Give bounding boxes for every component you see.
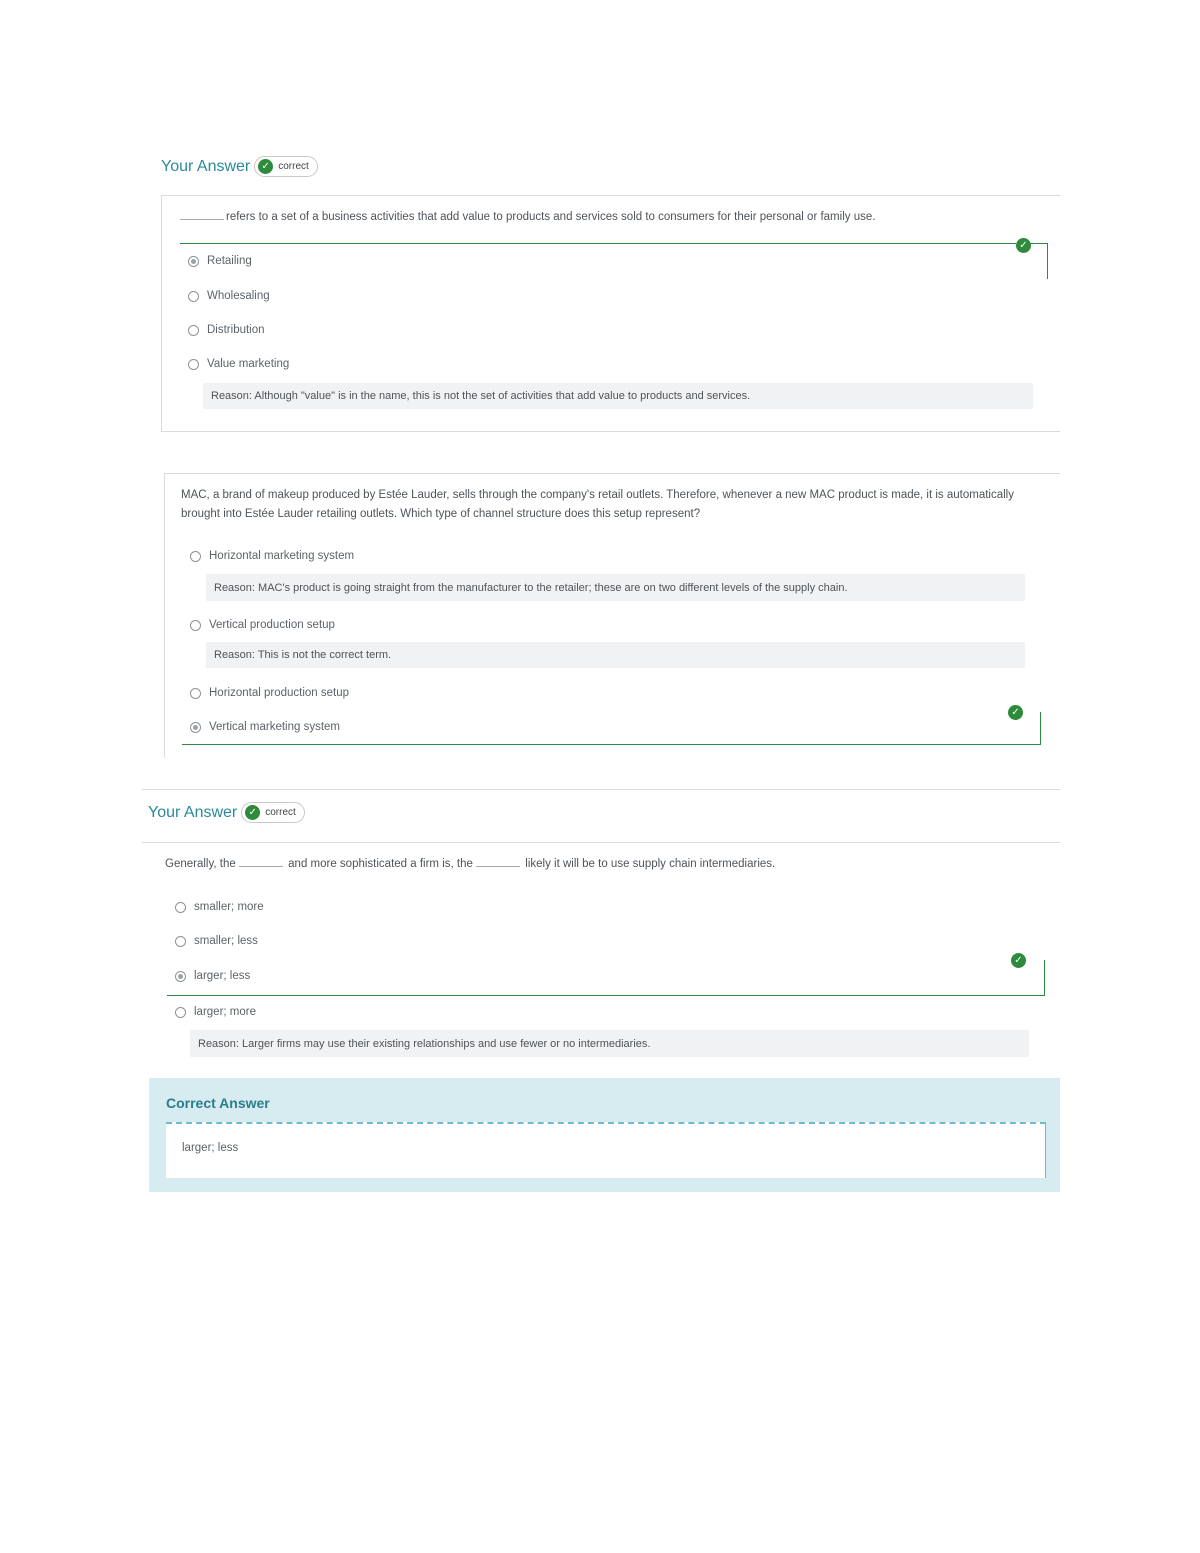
q2-reason-2-text: Reason: This is not the correct term.: [214, 649, 392, 661]
q3-blank-1: [239, 866, 283, 867]
q3-question-part1: Generally, the: [165, 858, 236, 870]
check-circle-icon: ✓: [1016, 238, 1031, 253]
q1-badge-label: correct: [278, 161, 309, 172]
q1-reason: [203, 383, 1033, 409]
correct-answer-box: [166, 1122, 1046, 1178]
q1-correct-badge: [254, 156, 318, 177]
q2-option-3[interactable]: [190, 687, 349, 699]
q1-blank: [180, 219, 224, 220]
check-circle-icon: ✓: [258, 159, 273, 174]
q1-selected-vert: [1047, 243, 1048, 279]
q2-selected-line: [182, 744, 1041, 745]
radio-icon[interactable]: [188, 359, 199, 370]
q1-question: [180, 208, 1040, 227]
q1-question-text: refers to a set of a business activities that add value to products and services sold to consumers for their personal or family use.: [226, 211, 876, 223]
q2-reason-2: [206, 642, 1025, 668]
q2-option-1-label: Horizontal marketing system: [209, 550, 355, 562]
radio-selected-icon[interactable]: [188, 256, 199, 267]
q1-option-3-label: Distribution: [207, 324, 265, 336]
radio-icon[interactable]: [175, 1007, 186, 1018]
q3-option-2-label: smaller; less: [194, 935, 258, 947]
q2-option-3-label: Horizontal production setup: [209, 687, 349, 699]
q3-badge-label: correct: [265, 807, 296, 818]
q3-option-1-label: smaller; more: [194, 901, 264, 913]
q2-option-4-label: Vertical marketing system: [209, 721, 341, 733]
q3-option-3-label: larger; less: [194, 970, 251, 982]
q3-heading-divider: [142, 842, 1060, 843]
q3-option-2[interactable]: [175, 935, 258, 947]
q2-reason-1: [206, 574, 1025, 601]
q3-question: [165, 855, 1045, 874]
q2-option-2-label: Vertical production setup: [209, 619, 335, 631]
q3-heading: [148, 802, 305, 823]
correct-answer-heading: Correct Answer: [166, 1095, 270, 1111]
q2-selected-vert: [1040, 712, 1041, 745]
q1-selected-line-end: [1030, 243, 1048, 244]
radio-selected-icon[interactable]: [190, 722, 201, 733]
radio-icon[interactable]: [190, 620, 201, 631]
q1-option-1[interactable]: [188, 255, 252, 267]
radio-icon[interactable]: [190, 688, 201, 699]
q2-reason-1-text: Reason: MAC's product is going straight from the manufacturer to the retailer; these are on two different levels of the supply chain.: [214, 581, 848, 594]
q1-option-2-label: Wholesaling: [207, 290, 270, 302]
q3-heading-label: Your Answer: [148, 803, 238, 821]
q1-option-1-label: Retailing: [207, 255, 252, 267]
q3-option-4[interactable]: [175, 1006, 256, 1018]
correct-answer-value: larger; less: [182, 1142, 239, 1154]
check-circle-icon: ✓: [1008, 705, 1023, 720]
q3-option-3[interactable]: [175, 970, 250, 982]
q3-selected-line: [167, 995, 1045, 996]
q3-reason-text: Reason: Larger firms may use their existing relationships and use fewer or no intermediaries.: [198, 1037, 651, 1050]
radio-selected-icon[interactable]: [175, 971, 186, 982]
q1-option-4-label: Value marketing: [207, 358, 290, 370]
radio-icon[interactable]: [190, 551, 201, 562]
q3-question-part2: and more sophisticated a firm is, the: [288, 858, 473, 870]
q3-top-divider: [142, 789, 1060, 790]
q1-reason-text: Reason: Although "value" is in the name, this is not the set of activities that add value to products and services.: [211, 390, 751, 402]
q1-option-3[interactable]: [188, 324, 265, 336]
q3-reason: [190, 1030, 1029, 1057]
radio-icon[interactable]: [188, 291, 199, 302]
q3-correct-badge: [241, 802, 305, 823]
q3-option-4-label: larger; more: [194, 1006, 256, 1018]
q2-option-2[interactable]: [190, 619, 335, 631]
q3-selected-vert: [1044, 960, 1045, 995]
q2-option-4[interactable]: [190, 721, 340, 733]
q2-option-1[interactable]: [190, 550, 354, 562]
q3-blank-2: [476, 866, 520, 867]
q1-selected-line: [180, 243, 1016, 244]
q1-option-2[interactable]: [188, 290, 270, 302]
radio-icon[interactable]: [188, 325, 199, 336]
check-circle-icon: ✓: [1011, 953, 1026, 968]
radio-icon[interactable]: [175, 936, 186, 947]
check-circle-icon: ✓: [245, 805, 260, 820]
q3-question-part3: likely it will be to use supply chain intermediaries.: [525, 858, 776, 870]
q2-question: MAC, a brand of makeup produced by Estée Lauder, sells through the company's retail outlets. Therefore, whenever a new MAC product is made, it is automatically brought into Estée Lauder retailing outlets. Which type of channel structure does this setup represent?: [181, 489, 1014, 520]
q3-option-1[interactable]: [175, 901, 264, 913]
q1-heading-label: Your Answer: [161, 157, 251, 175]
q1-heading: [161, 156, 318, 177]
radio-icon[interactable]: [175, 902, 186, 913]
q1-option-4[interactable]: [188, 358, 289, 370]
